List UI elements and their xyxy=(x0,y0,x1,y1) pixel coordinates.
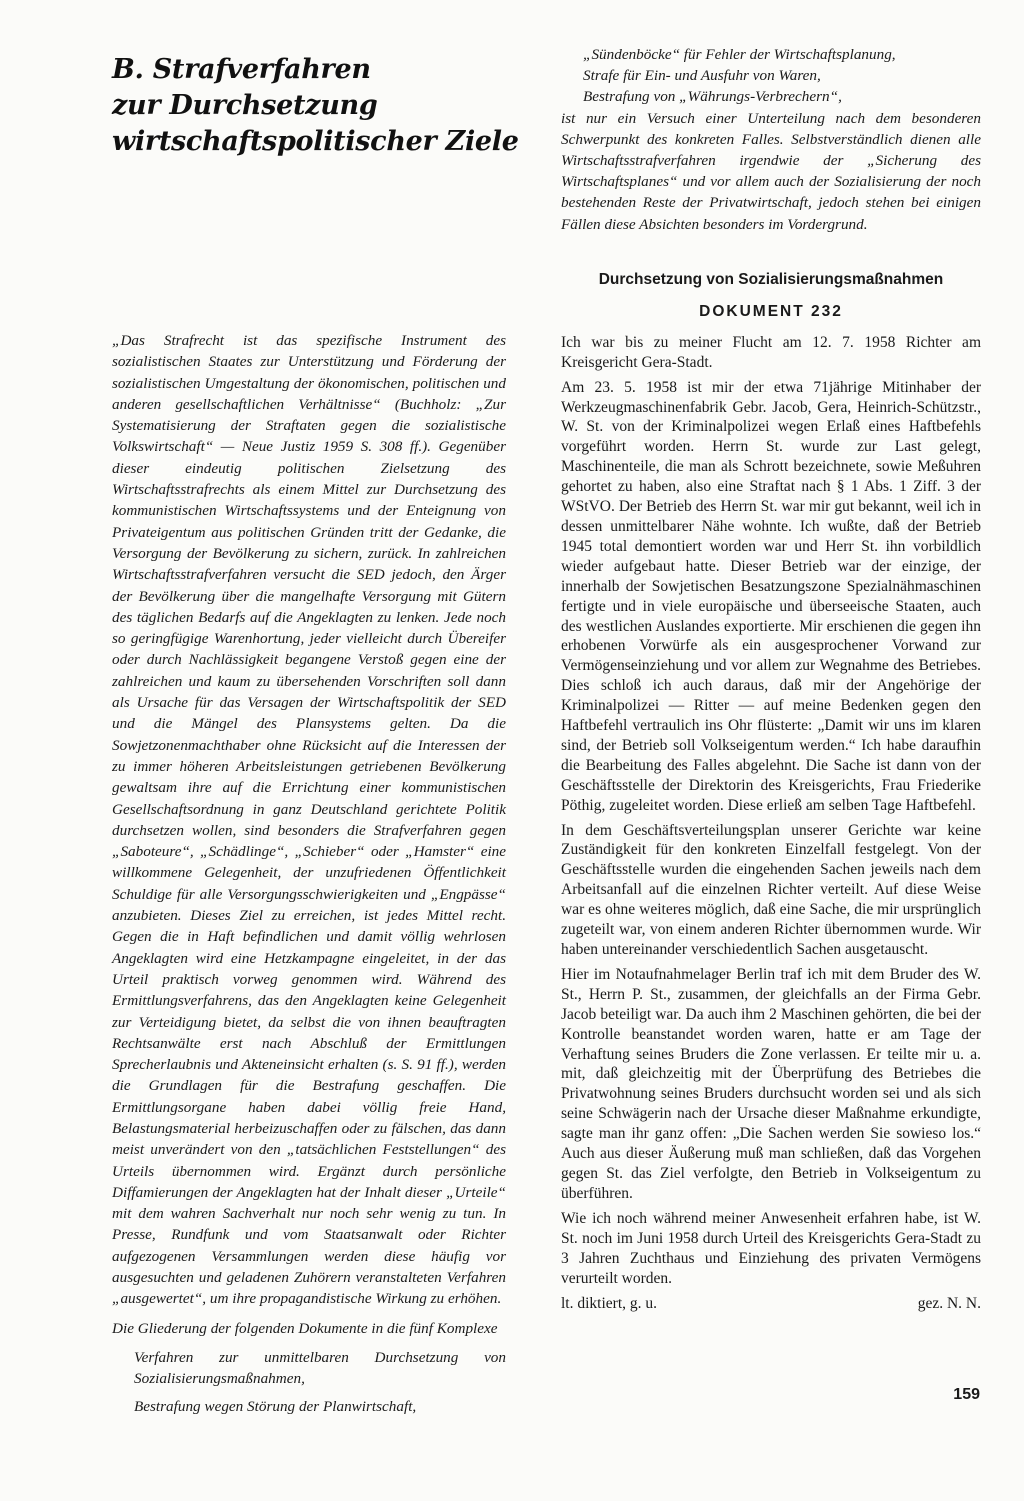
document-paragraph: Am 23. 5. 1958 ist mir der etwa 71jährige Mitinhaber der Werkzeugmaschinenfabrik Gebr. Jacob, Gera, Heinrich-Schützstr., W. St. von der Kriminalpolizei wegen Erlaß eines Haftbefehls vorgeführt worden. Herrn St. wurde zur Last gelegt, Maschinenteile, die man als Schrott bezeichnete, sowie Meßuhren gehortet zu haben, also eine Straftat nach § 1 Abs. 1 Ziff. 3 der WStVO. Der Betrieb des Herrn St. war mir gut bekannt, weil ich in dessen unmittelbarer Nähe wohnte. Ich wußte, daß der Betrieb 1945 total demontiert worden war und Herr St. ihn vorbildlich wieder aufgebaut hatte. Dieser Betrieb war der einzige, der innerhalb der Sowjetischen Besatzungszone Spezialnähmaschinen fertigte und in viele europäische und überseeische Staaten, auch des westlichen Auslandes exportierte. Mir erschienen die gegen ihn erhobenen Vorwürfe als ein ausgesprochener Vorwand zur Vermögenseinziehung und vor allem zur Wegnahme des Betriebes. Dies schloß ich auch daraus, daß mir der Angehörige der Kriminalpolizei — Ritter — auf meine Bedenken gegen den Haftbefehl vertraulich ins Ohr flüsterte: „Damit wir uns im klaren sind, der Betrieb soll Volkseigentum werden.“ Ich habe daraufhin die Bearbeitung des Falles abgelehnt. Die Sache ist dann von der Geschäftsstelle der Direktorin des Kreisgerichts, Frau Friederike Pöthig, zugeleitet worden. Diese erließ am selben Tage Haftbefehl. xyxy=(561,378,981,814)
complex-list xyxy=(112,1347,506,1417)
heading-line: zur Durchsetzung xyxy=(112,90,378,121)
heading-line: B. Strafverfahren xyxy=(112,54,371,85)
list-item: Bestrafung von „Währungs-Verbrechern“, xyxy=(583,88,842,106)
list-item: Verfahren zur unmittelbaren Durchsetzung von Sozialisierungsmaßnahmen, xyxy=(134,1348,506,1388)
list-continuation xyxy=(561,44,981,235)
intro-paragraph: „Das Strafrecht ist das spezifische Instrument des sozialistischen Staates zur Unterstützung und Förderung der sozialistischen Umgestaltung der ökonomischen, politischen und anderen gesellschaftlichen Verhältnisse“ (Buchholz: „Zur Systematisierung der Straftaten gegen die sozialistische Volkswirtschaft“ — Neue Justiz 1959 S. 308 ff.). Gegenüber dieser eindeutig politischen Zielsetzung des Wirtschaftsstrafrechts als einem Mittel zur Durchsetzung des kommunistischen Wirtschaftssystems und der Enteignung von Privateigentum aus politischen Gründen tritt der Gedanke, die Versorgung der Bevölkerung zu sichern, zurück. In zahlreichen Wirtschaftsstrafverfahren versucht die SED jedoch, den Ärger der Bevölkerung über die mangelhafte Versorgung mit Gütern des täglichen Bedarfs auf die Angeklagten zu lenken. Jede noch so geringfügige Warenhortung, jeder vielleicht durch Übereifer oder durch Nachlässigkeit begangene Verstoß gegen eine der zahlreichen und kaum zu übersehenden Vorschriften soll dann als Ursache für das Versagen der Wirtschaftspolitik der SED und die Mängel des Plansystems gelten. Da die Sowjetzonenmachthaber ohne Rücksicht auf die Interessen der zu immer höheren Arbeitsleistungen getriebenen Bevölkerung gewaltsam ihre auf die Errichtung einer kommunistischen Gesellschaftsordnung in ganz Deutschland gerichtete Politik durchsetzen wollen, sind besonders die Strafverfahren gegen „Saboteure“, „Schädlinge“, „Schieber“ oder „Hamster“ eine willkommene Gelegenheit, der unzufriedenen Öffentlichkeit Schuldige für alle Versorgungsschwierigkeiten und „Engpässe“ anzubieten. Dieses Ziel zu erreichen, ist jedes Mittel recht. Gegen die in Haft befindlichen und damit völlig wehrlosen Angeklagten wird eine Hetzkampagne eingeleitet, in der das Urteil praktisch vorweg genommen wird. Während des Ermittlungsverfahrens, das den Angeklagten keine Gelegenheit zur Verteidigung bietet, da selbst die von ihnen beauftragten Rechtsanwälte erst nach Abschluß der Ermittlungen Sprecherlaubnis und Akteneinsicht erhalten (s. S. 91 ff.), werden die Grundlagen für die Bestrafung geschaffen. Die Ermittlungsorgane haben dabei völlig freie Hand, Belastungsmaterial herbeizuschaffen oder zu fälschen, das dann meist unverändert von den „tatsächlichen Feststellungen“ des Urteils übernommen wird. Ergänzt durch persönliche Diffamierungen der Angeklagten hat der Inhalt dieser „Urteile“ mit dem wahren Sachverhalt nur noch sehr wenig zu tun. In Presse, Rundfunk und vom Staatsanwalt oder Richter aufgezogenen Versammlungen werden diese häufig vor ausgesuchten und geladenen Zuhörern veranstalteten Verfahren „ausgewertet“, um ihre propagandistische Wirkung zu erhöhen. xyxy=(112,332,506,1308)
document-paragraph: Wie ich noch während meiner Anwesenheit erfahren habe, ist W. St. noch im Juni 1958 durch Urteil des Kreisgerichts Gera-Stadt zu 3 Jahren Zuchthaus und Einziehung des privaten Vermögens verurteilt worden. xyxy=(561,1209,981,1287)
list-item: „Sündenböcke“ für Fehler der Wirtschaftsplanung, xyxy=(583,46,896,63)
heading-line: wirtschaftspolitischer Ziele xyxy=(112,126,519,157)
list-item: Strafe für Ein- und Ausfuhr von Waren, xyxy=(583,67,821,85)
page-heading xyxy=(112,52,519,160)
left-column xyxy=(112,52,519,1417)
document-title: DOKUMENT 232 xyxy=(699,302,843,320)
right-column xyxy=(561,44,981,1314)
document-paragraph: Hier im Notaufnahmelager Berlin traf ich mit dem Bruder des W. St., Herrn P. St., zusammen, der gleichfalls an der Firma Gebr. Jacob beteiligt war. Da auch ihm 2 Maschinen gehörten, die bei der Kontrolle beanstandet worden waren, hatte er am Tage der Verhaftung seines Bruders die Zone verlassen. Er teilte mir u. a. mit, daß gleichzeitig mit der Überprüfung des Betriebes die Privatwohnung seines Bruders durchsucht worden sei und als sich seine Schwägerin nach der Ursache dieser Maßnahme erkundigte, sagte man ihr ganz offen: „Die Sachen werden Sie sowieso los.“ Auch aus dieser Äußerung muß man schließen, daß das Vorgehen gegen St. das Ziel verfolgte, den Betrieb in Volkseigentum zu überführen. xyxy=(561,965,981,1202)
page-number: 159 xyxy=(953,1386,980,1403)
signature: gez. N. N. xyxy=(917,1295,981,1313)
section-title: Durchsetzung von Sozialisierungsmaßnahmen xyxy=(598,270,944,288)
list-item: Bestrafung wegen Störung der Planwirtschaft, xyxy=(134,1397,417,1415)
document-paragraph: Ich war bis zu meiner Flucht am 12. 7. 1958 Richter am Kreisgericht Gera-Stadt. xyxy=(561,333,981,371)
intro-paragraph: Die Gliederung der folgenden Dokumente in die fünf Komplexe xyxy=(112,1319,498,1337)
document-paragraph: In dem Geschäftsverteilungsplan unserer Gerichte war keine Zuständigkeit für den konkreten Einzelfall festgelegt. Von der Geschäftsstelle wurden die eingehenden Sachen jeweils nach dem Arbeitsanfall auf die einzelnen Richter verteilt. Auf diese Weise war es ohne weiteres möglich, daß eine Sache, die mir ursprünglich zugeteilt war, von einem anderen Richter übernommen wurde. Wir haben untereinander verschiedentlich Sachen ausgetauscht. xyxy=(561,821,981,959)
dictation-note: lt. diktiert, g. u. xyxy=(561,1295,658,1313)
intro-paragraph: ist nur ein Versuch einer Unterteilung nach dem besonderen Schwerpunkt des konkreten Falles. Selbstverständlich dienen alle Wirtschaftsstrafverfahren irgendwie der „Sicherung des Wirtschaftsplanes“ und vor allem auch der Sozialisierung der noch bestehenden Reste der Privatwirtschaft, jedoch stehen bei einigen Fällen diese Absichten besonders im Vordergrund. xyxy=(561,109,981,233)
signature-line xyxy=(561,1294,981,1314)
